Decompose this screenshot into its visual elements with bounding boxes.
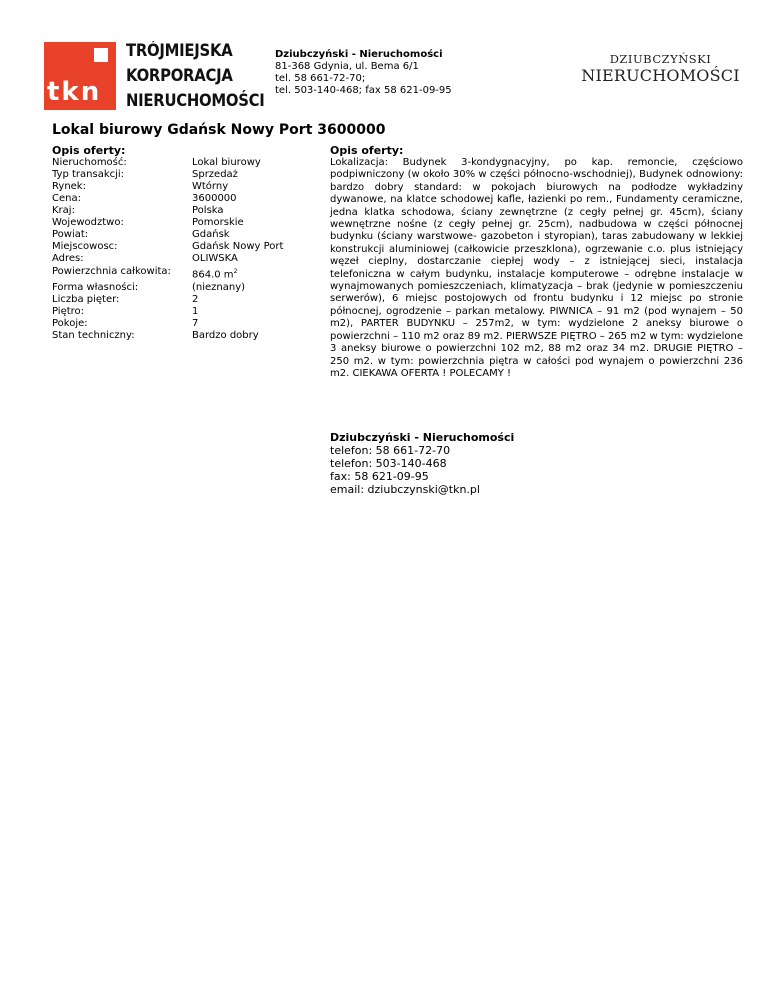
property-label: Rynek: xyxy=(52,181,86,192)
description-heading: Opis oferty: xyxy=(330,144,404,157)
property-value xyxy=(192,282,302,294)
logo-square-icon xyxy=(94,48,108,62)
property-value-text: 864.0 m xyxy=(192,269,234,281)
brand-line-2: NIERUCHOMOŚCI xyxy=(581,66,740,85)
property-value-text: Pomorskie xyxy=(192,217,244,228)
property-label: Nieruchomość: xyxy=(52,157,127,168)
property-label: Powiat: xyxy=(52,229,89,240)
agency-phone-fax: tel. 503-140-468; fax 58 621-09-95 xyxy=(275,85,452,96)
property-value xyxy=(192,229,302,241)
property-label: Typ transakcji: xyxy=(52,169,125,180)
property-label: Powierzchnia całkowita: xyxy=(52,266,171,277)
property-value-text: Sprzedaż xyxy=(192,169,238,180)
property-value xyxy=(192,306,302,318)
contact-phone-1: telefon: 58 661-72-70 xyxy=(330,444,451,457)
logo-line-1: TRÓJMIEJSKA xyxy=(126,41,233,60)
agency-name: Dziubczyński - Nieruchomości xyxy=(275,49,443,60)
property-value-text: 2 xyxy=(192,293,199,305)
property-label: Kraj: xyxy=(52,205,75,216)
property-value-text: Lokal biurowy xyxy=(192,157,261,168)
contact-name: Dziubczyński - Nieruchomości xyxy=(330,431,515,444)
property-row xyxy=(52,205,302,217)
property-row xyxy=(52,282,302,294)
property-row xyxy=(52,169,302,181)
property-label: Piętro: xyxy=(52,305,85,317)
tkn-logo-mark xyxy=(44,42,116,110)
property-list xyxy=(52,157,302,342)
brand-line-1: DZIUBCZYŃSKI xyxy=(609,52,712,66)
contact-email[interactable]: email: dziubczynski@tkn.pl xyxy=(330,483,480,496)
property-value xyxy=(192,294,302,306)
property-label: Liczba pięter: xyxy=(52,293,120,305)
contact-phone-2: telefon: 503-140-468 xyxy=(330,457,447,470)
property-row xyxy=(52,253,302,265)
property-value-text: 7 xyxy=(192,317,199,329)
logo-line-3: NIERUCHOMOŚCI xyxy=(126,91,265,110)
contact-block xyxy=(330,431,514,496)
property-value xyxy=(192,253,302,265)
property-label: Wojewodztwo: xyxy=(52,217,124,228)
unit-superscript: 2 xyxy=(233,268,238,275)
property-row xyxy=(52,229,302,241)
property-value xyxy=(192,330,302,342)
property-value-text: 1 xyxy=(192,305,199,317)
property-value-text: Gdańsk Nowy Port xyxy=(192,241,284,252)
property-row xyxy=(52,241,302,253)
property-row xyxy=(52,217,302,229)
property-value xyxy=(192,193,302,205)
property-details xyxy=(52,144,302,342)
property-value-text: Bardzo dobry xyxy=(192,329,259,341)
property-label: Adres: xyxy=(52,253,84,264)
property-value-text: Wtórny xyxy=(192,181,229,192)
logo-letters: tkn xyxy=(47,77,102,107)
brand-logo-text xyxy=(578,52,743,86)
property-value-text: Polska xyxy=(192,205,224,216)
property-row xyxy=(52,294,302,306)
property-label: Stan techniczny: xyxy=(52,329,135,341)
property-row xyxy=(52,330,302,342)
property-label: Forma własności: xyxy=(52,281,139,293)
agency-phone-1: tel. 58 661-72-70; xyxy=(275,73,366,84)
property-value xyxy=(192,205,302,217)
agency-address: 81-368 Gdynia, ul. Bema 6/1 xyxy=(275,61,419,72)
description-section xyxy=(330,144,743,380)
logo-line-2: KORPORACJA xyxy=(126,66,233,85)
agency-header-info xyxy=(275,49,452,97)
property-value-text: OLIWSKA xyxy=(192,253,238,264)
property-row xyxy=(52,318,302,330)
listing-title: Lokal biurowy Gdańsk Nowy Port 3600000 xyxy=(52,122,386,138)
property-value xyxy=(192,217,302,229)
description-text: Lokalizacja: Budynek 3-kondygnacyjny, po kap. remoncie, częściowo podpiwniczony (w około 30% w części północno-wschodniej), Budynek odnowiony: bardzo dobry standard: w pokojach biurowych na podłodze wykładziny dywanowe, na klatce schodowej kafle, łazienki po rem., Fundamenty ceramiczne, jedna klatka schodowa, ściany zewnętrzne (z cegły pełnej gr. 45cm), ściany wewnętrzne nośne (z cegły pełnej gr. 25cm), nadbudowa w części północnej budynku (ściany warstwowe- gazobeton i styropian), taras zabudowany w lekkiej konstrukcji aluminiowej (całkowicie przeszklona), ogrzewanie c.o. plus istniejący węzeł cieplny, dostarczanie ciepłej wody – z istniejącej sieci, instalacja telefoniczna w całym budynku, instalacje komputerowe – odrębne instalacje w wynajmowanych pomieszczeniach, klimatyzacja – brak (jedynie w pomieszczeniu serwerów), 6 miejsc postojowych od frontu budynku i 12 miejsc po stronie północnej, ogrodzenie – parkan metalowy. PIWNICA – 91 m2 (pod wynajem – 50 m2), PARTER BUDYNKU – 257m2, w tym: wydzielone 2 aneksy biurowe o powierzchni – 110 m2 oraz 89 m2. PIERWSZE PIĘTRO – 265 m2 w tym: wydzielone 3 aneksy biurowe o powierzchni 102 m2, 88 m2 oraz 34 m2. DRUGIE PIĘTRO – 250 m2. w tym: powierzchnia piętra w całości pod wynajem o powierzchni 236 m2. CIEKAWA OFERTA ! POLECAMY ! xyxy=(330,157,743,379)
details-heading: Opis oferty: xyxy=(52,144,126,157)
property-value xyxy=(192,265,302,282)
property-label: Cena: xyxy=(52,193,81,204)
property-row xyxy=(52,181,302,193)
contact-fax: fax: 58 621-09-95 xyxy=(330,470,429,483)
property-value-text: (nieznany) xyxy=(192,281,246,293)
property-row xyxy=(52,193,302,205)
property-value xyxy=(192,241,302,253)
logo-company-name xyxy=(126,38,265,113)
property-value xyxy=(192,318,302,330)
property-value xyxy=(192,157,302,169)
property-label: Pokoje: xyxy=(52,317,88,329)
property-row xyxy=(52,157,302,169)
property-value-text: Gdańsk xyxy=(192,229,230,240)
property-value-text: 3600000 xyxy=(192,193,237,204)
property-label: Miejscowosc: xyxy=(52,241,118,252)
property-row xyxy=(52,306,302,318)
property-value xyxy=(192,169,302,181)
property-row xyxy=(52,265,302,282)
property-value xyxy=(192,181,302,193)
